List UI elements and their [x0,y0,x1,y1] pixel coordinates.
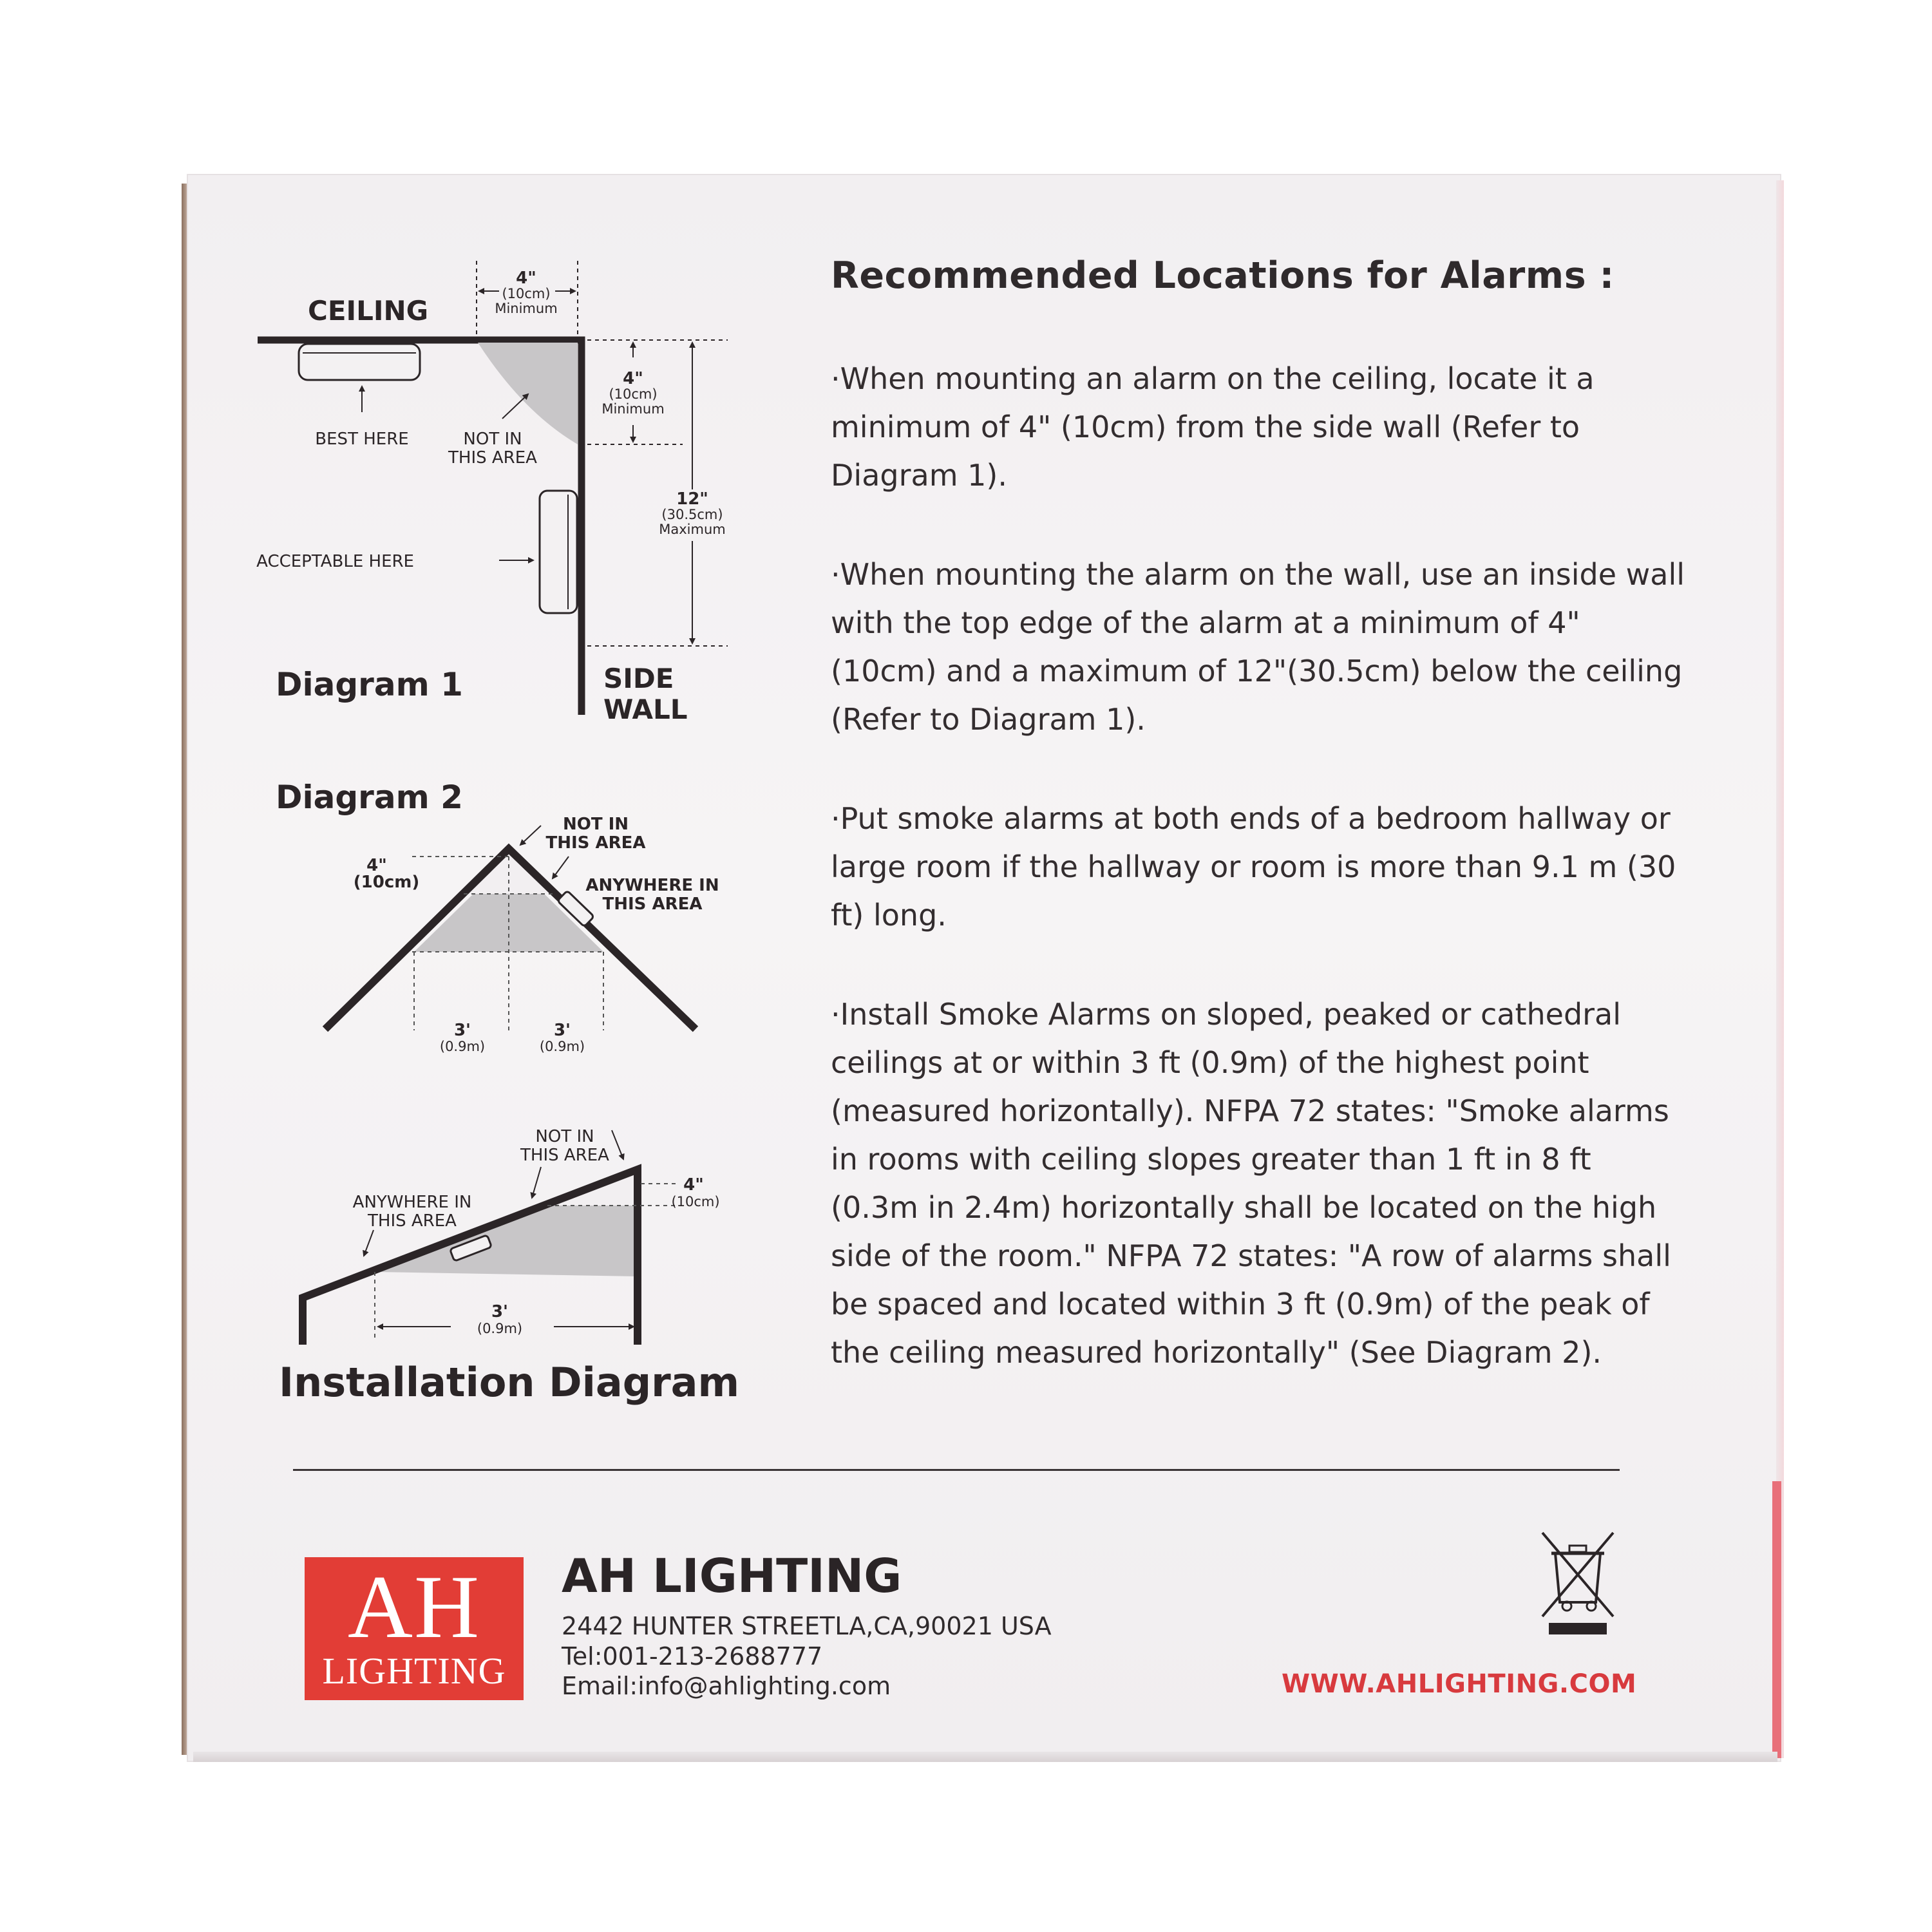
side-wall-line1: SIDE [603,663,674,694]
instruction-paragraph-hallway: ·Put smoke alarms at both ends of a bedroom hallway or large room if the hallway or room is more than 9.1 m (30 ft) long. [831,801,1676,933]
logo-ah-text: AH [347,1557,481,1657]
side-dim-value: 4" [623,369,643,388]
instructions-column [831,254,1687,1428]
d2-dim-value: 4" [366,856,387,875]
brand-logo [305,1557,524,1700]
inst-not-in-line1: NOT IN [535,1127,594,1146]
instruction-paragraph-sloped: ·Install Smoke Alarms on sloped, peaked or cathedral ceilings at or within 3 ft (0.9m) of the highest point (measured horizontally). NFPA 72 states: "Smoke alarms in rooms with ceiling slopes greater than 1 ft in 8 ft (0.3m in 2.4m) horizontally shall be located on the high side of the room." NFPA 72 states: "A row of alarms shall be spaced and located within 3 ft (0.9m) of the peak of the ceiling measured horizontally" (See Diagram 2). [831,997,1671,1370]
max-dim-note: Maximum [659,522,726,537]
installation-diagram [279,1127,739,1406]
side-dim-metric: (10cm) [609,386,658,402]
instruction-paragraph-wall: ·When mounting the alarm on the wall, use an inside wall with the top edge of the alarm at a minimum of 4" (10cm) and a maximum of 12"(30.5cm) below the ceiling (Refer to Diagram 1). [831,557,1685,737]
inst-dim-value: 4" [683,1175,704,1195]
inst-run-value: 3' [491,1302,509,1321]
logo-lighting-text: LIGHTING [322,1650,506,1692]
inst-run-metric: (0.9m) [477,1321,523,1336]
inst-anywhere-line2: THIS AREA [368,1211,457,1231]
max-dim-metric: (30.5cm) [661,507,723,522]
not-in-area-line1: NOT IN [463,430,522,449]
company-name: AH LIGHTING [562,1549,902,1603]
company-phone: Tel:001-213-2688777 [562,1642,823,1671]
installation-diagram-title: Installation Diagram [279,1359,740,1406]
d2-right-value: 3' [553,1021,571,1040]
d2-anywhere-line1: ANYWHERE IN [585,876,719,895]
d2-dim-metric: (10cm) [353,873,420,892]
inst-anywhere-line1: ANYWHERE IN [352,1193,472,1212]
d2-left-metric: (0.9m) [439,1039,486,1054]
wall-alarm-shape [540,491,577,613]
ceiling-alarm-shape [299,344,420,380]
ceiling-label: CEILING [308,295,429,327]
website-url: WWW.AHLIGHTING.COM [1282,1669,1637,1699]
company-address: 2442 HUNTER STREETLA,CA,90021 USA [562,1612,1052,1640]
diagram-2 [276,779,719,1054]
top-dim-value: 4" [516,269,536,288]
side-dim-note: Minimum [601,401,665,417]
crossed-out-wheelie-bin-icon [1536,1526,1620,1636]
company-email: Email:info@ahlighting.com [562,1672,891,1700]
d2-right-metric: (0.9m) [539,1039,585,1054]
max-dim-value: 12" [676,489,708,509]
instruction-paragraph-ceiling: ·When mounting an alarm on the ceiling, locate it a minimum of 4" (10cm) from the side wall (Refer to Diagram 1). [831,361,1595,493]
diagram-1 [256,261,728,725]
acceptable-here-label: ACCEPTABLE HERE [256,552,414,571]
top-dim-note: Minimum [495,301,558,316]
d2-left-value: 3' [453,1021,471,1040]
instructions-heading: Recommended Locations for Alarms : [831,254,1615,297]
best-here-label: BEST HERE [315,430,409,449]
diagram-1-title: Diagram 1 [276,666,463,703]
side-wall-line2: WALL [603,694,688,725]
d2-anywhere-line2: THIS AREA [602,895,703,914]
inst-dim-metric: (10cm) [671,1194,720,1209]
d2-not-in-line2: THIS AREA [545,833,646,853]
inst-not-in-line2: THIS AREA [520,1146,609,1165]
d2-not-in-line1: NOT IN [562,815,629,834]
diagram-2-title: Diagram 2 [276,779,463,816]
footer-divider [293,1469,1620,1471]
top-dim-metric: (10cm) [502,286,551,301]
not-in-area-line2: THIS AREA [448,448,537,468]
